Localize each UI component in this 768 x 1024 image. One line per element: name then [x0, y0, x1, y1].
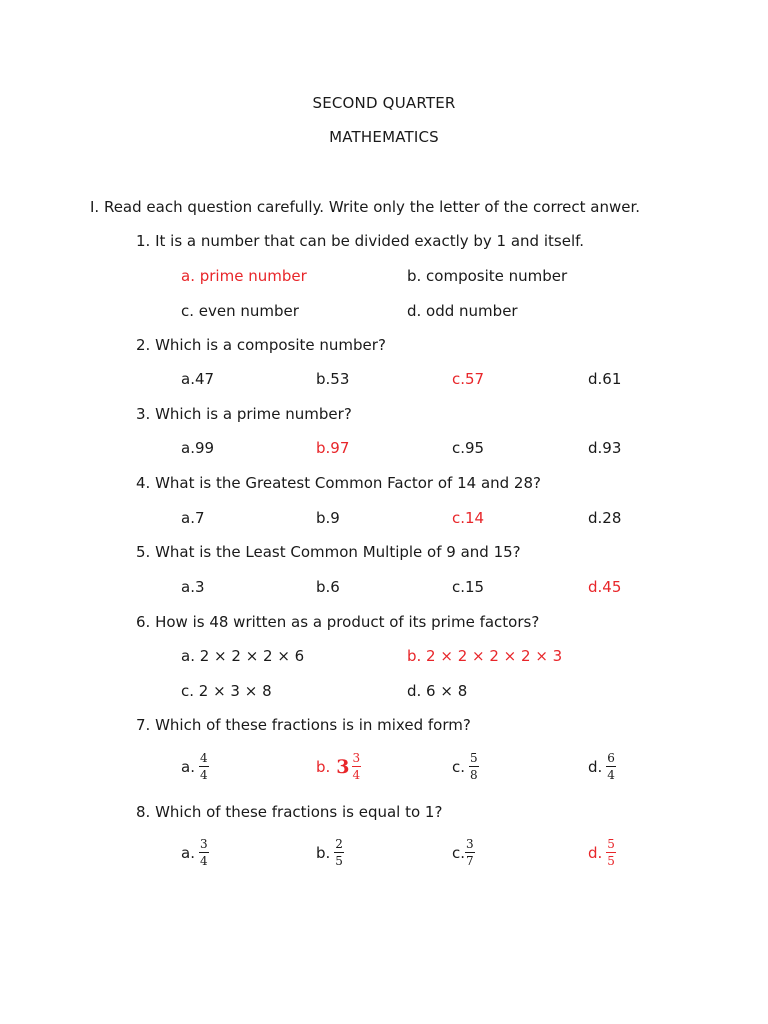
q3-option-d: d.93 — [588, 439, 622, 457]
denominator: 5 — [607, 854, 615, 868]
q5-option-a: a.3 — [181, 578, 205, 596]
numerator: 4 — [199, 751, 208, 765]
denominator: 5 — [335, 854, 343, 868]
q2-option-b: b.53 — [316, 370, 350, 388]
question-4: 4. What is the Greatest Common Factor of 14 and 28? — [136, 474, 541, 492]
numerator: 2 — [335, 837, 343, 851]
q3-option-a: a.99 — [181, 439, 215, 457]
fraction — [199, 752, 209, 781]
q2-option-d: d.61 — [588, 370, 622, 388]
question-3: 3. Which is a prime number? — [136, 405, 352, 423]
question-1: 1. It is a number that can be divided exactly by 1 and itself. — [136, 232, 585, 250]
q5-option-b: b.6 — [316, 578, 340, 596]
q4-option-c: c.14 — [452, 509, 485, 527]
q8-option-b — [316, 838, 344, 867]
numerator: 3 — [466, 837, 474, 851]
option-letter: d. — [588, 757, 603, 776]
option-letter: c. — [452, 757, 466, 776]
q7-option-d — [588, 752, 616, 781]
denominator: 4 — [199, 768, 208, 782]
numerator: 5 — [607, 837, 615, 851]
fraction — [606, 752, 616, 781]
q7-option-c — [452, 752, 479, 781]
option-letter: a. — [181, 843, 195, 862]
numerator: 6 — [607, 751, 615, 765]
q6-option-a: a. 2 × 2 × 2 × 6 — [181, 647, 305, 665]
q2-option-c: c.57 — [452, 370, 485, 388]
q4-option-d: d.28 — [588, 509, 622, 527]
q2-option-a: a.47 — [181, 370, 215, 388]
option-letter: b. — [316, 843, 331, 862]
denominator: 7 — [466, 854, 474, 868]
instruction-text: I. Read each question carefully. Write only the letter of the correct anwer. — [90, 198, 641, 216]
q4-option-a: a.7 — [181, 509, 205, 527]
q1-option-b: b. composite number — [407, 267, 568, 285]
q1-option-a: a. prime number — [181, 267, 307, 285]
fraction — [334, 838, 344, 867]
whole-number: 3 — [336, 755, 350, 778]
q6-option-c: c. 2 × 3 × 8 — [181, 682, 272, 700]
denominator: 8 — [470, 768, 478, 782]
fraction — [606, 838, 616, 867]
question-2: 2. Which is a composite number? — [136, 336, 386, 354]
fraction — [199, 838, 209, 867]
option-letter: b. — [316, 757, 331, 776]
q8-option-a — [181, 838, 209, 867]
doc-subject: MATHEMATICS — [329, 128, 439, 146]
question-6: 6. How is 48 written as a product of its prime factors? — [136, 613, 540, 631]
question-7: 7. Which of these fractions is in mixed form? — [136, 716, 471, 734]
fraction — [465, 838, 475, 867]
denominator: 4 — [199, 854, 208, 868]
q8-option-d — [588, 838, 616, 867]
q8-option-c — [452, 838, 475, 867]
numerator: 3 — [199, 837, 208, 851]
doc-title: SECOND QUARTER — [312, 94, 456, 112]
q3-option-b: b.97 — [316, 439, 350, 457]
q1-option-c: c. even number — [181, 302, 299, 320]
question-8: 8. Which of these fractions is equal to 1? — [136, 803, 443, 821]
q4-option-b: b.9 — [316, 509, 340, 527]
q1-option-d: d. odd number — [407, 302, 518, 320]
q7-option-a — [181, 752, 209, 781]
q5-option-d: d.45 — [588, 578, 622, 596]
q6-option-d: d. 6 × 8 — [407, 682, 468, 700]
denominator: 4 — [352, 768, 361, 782]
numerator: 3 — [352, 751, 361, 765]
option-letter: d. — [588, 843, 603, 862]
q6-option-b: b. 2 × 2 × 2 × 2 × 3 — [407, 647, 563, 665]
numerator: 5 — [470, 751, 478, 765]
option-letter: a. — [181, 757, 195, 776]
option-letter: c. — [452, 843, 466, 862]
fraction — [469, 752, 479, 781]
denominator: 4 — [607, 768, 615, 782]
q7-option-b — [316, 752, 361, 781]
question-5: 5. What is the Least Common Multiple of 9 and 15? — [136, 543, 521, 561]
fraction — [352, 752, 362, 781]
q5-option-c: c.15 — [452, 578, 485, 596]
q3-option-c: c.95 — [452, 439, 485, 457]
